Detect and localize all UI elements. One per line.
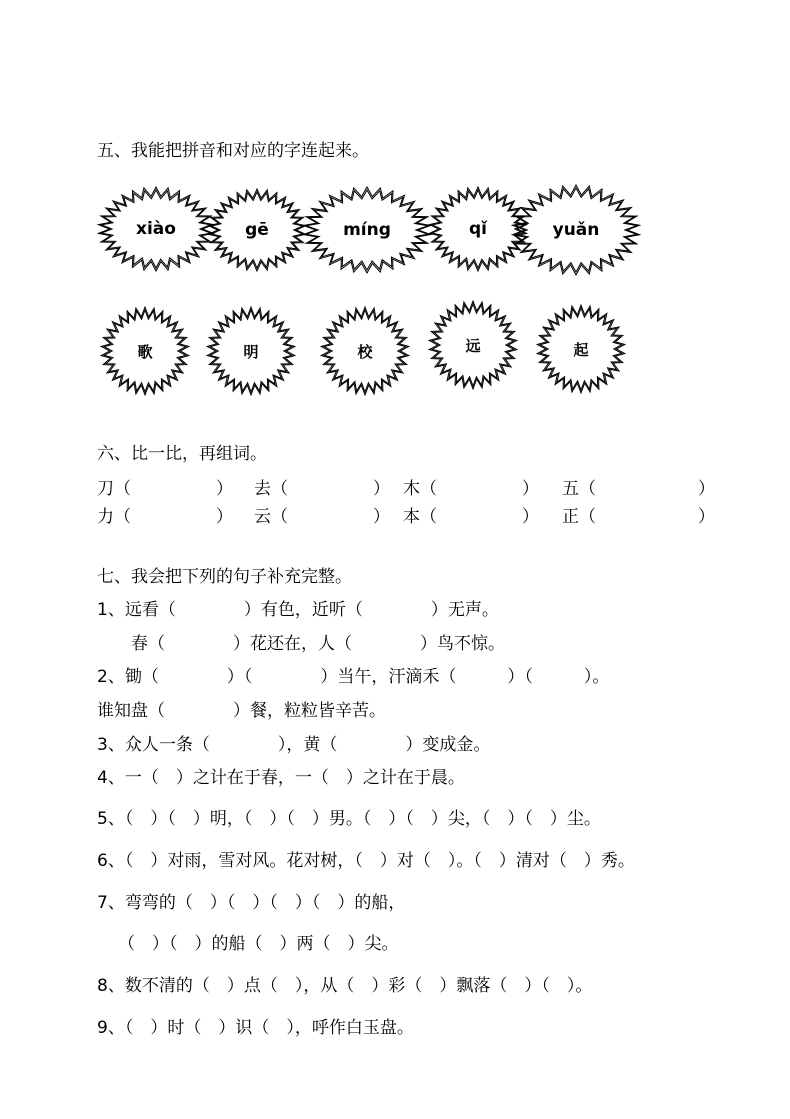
pinyin-label: yuǎn — [552, 220, 600, 240]
sentence-line: 8、数不清的（ ）点（ ），从（ ）彩（ ）飘落（ ）（ ）。 — [97, 976, 593, 996]
pinyin-label: qǐ — [469, 219, 487, 239]
section-7-title: 七、我会把下列的句子补充完整。 — [97, 567, 352, 587]
character-burst-xiao[interactable] — [320, 306, 410, 396]
word-pair-yun: 云（ ） — [254, 507, 390, 527]
sentence-line: 1、远看（ ）有色，近听（ ）无声。 — [97, 600, 499, 620]
character-burst-qi[interactable] — [536, 304, 626, 394]
word-pair-ben: 本（ ） — [403, 507, 539, 527]
character-label: 明 — [243, 342, 259, 361]
sentence-line: 春（ ）花还在，人（ ）鸟不惊。 — [131, 634, 505, 654]
pinyin-burst-xiao[interactable] — [97, 186, 215, 272]
character-label: 起 — [573, 340, 589, 359]
character-burst-ge[interactable] — [100, 306, 190, 396]
pinyin-burst-yuan[interactable] — [511, 184, 641, 276]
word-pair-li: 力（ ） — [97, 507, 233, 527]
word-pair-qu: 去（ ） — [254, 479, 390, 499]
word-pair-wu: 五（ ） — [562, 479, 715, 499]
pinyin-label: xiào — [136, 219, 176, 239]
sentence-line: 6、（ ）对雨，雪对风。花对树，（ ）对（ ）。（ ）清对（ ）秀。 — [97, 851, 635, 871]
character-burst-ming[interactable] — [206, 306, 296, 396]
sentence-line: 9、（ ）时（ ）识（ ），呼作白玉盘。 — [97, 1018, 414, 1038]
pinyin-label: míng — [343, 220, 391, 240]
pinyin-burst-ming[interactable] — [302, 186, 432, 274]
sentence-line: 7、弯弯的（ ）（ ）（ ）（ ）的船， — [97, 893, 406, 913]
sentence-line: 3、众人一条（ ），黄（ ）变成金。 — [97, 735, 491, 755]
word-pair-zheng: 正（ ） — [562, 507, 715, 527]
sentence-line: 4、一（ ）之计在于春，一（ ）之计在于晨。 — [97, 768, 465, 788]
pinyin-label: gē — [245, 220, 269, 240]
character-label: 歌 — [137, 342, 153, 361]
sentence-line: 谁知盘（ ）餐，粒粒皆辛苦。 — [97, 701, 386, 721]
section-6-title: 六、比一比，再组词。 — [97, 444, 267, 464]
character-burst-yuan[interactable] — [428, 300, 518, 390]
sentence-line: 2、锄（ ）（ ）当午，汗滴禾（ ）（ ）。 — [97, 667, 610, 687]
pinyin-burst-ge[interactable] — [207, 188, 307, 272]
word-pair-mu: 木（ ） — [403, 479, 539, 499]
sentence-line: （ ）（ ）的船（ ）两（ ）尖。 — [118, 934, 399, 954]
section-5-title: 五、我能把拼音和对应的字连起来。 — [97, 141, 369, 161]
sentence-line: 5、（ ）（ ）明，（ ）（ ）男。（ ）（ ）尖，（ ）（ ）尘。 — [97, 809, 601, 829]
word-pair-dao: 刀（ ） — [97, 479, 233, 499]
character-label: 校 — [357, 342, 373, 361]
character-label: 远 — [465, 336, 481, 355]
